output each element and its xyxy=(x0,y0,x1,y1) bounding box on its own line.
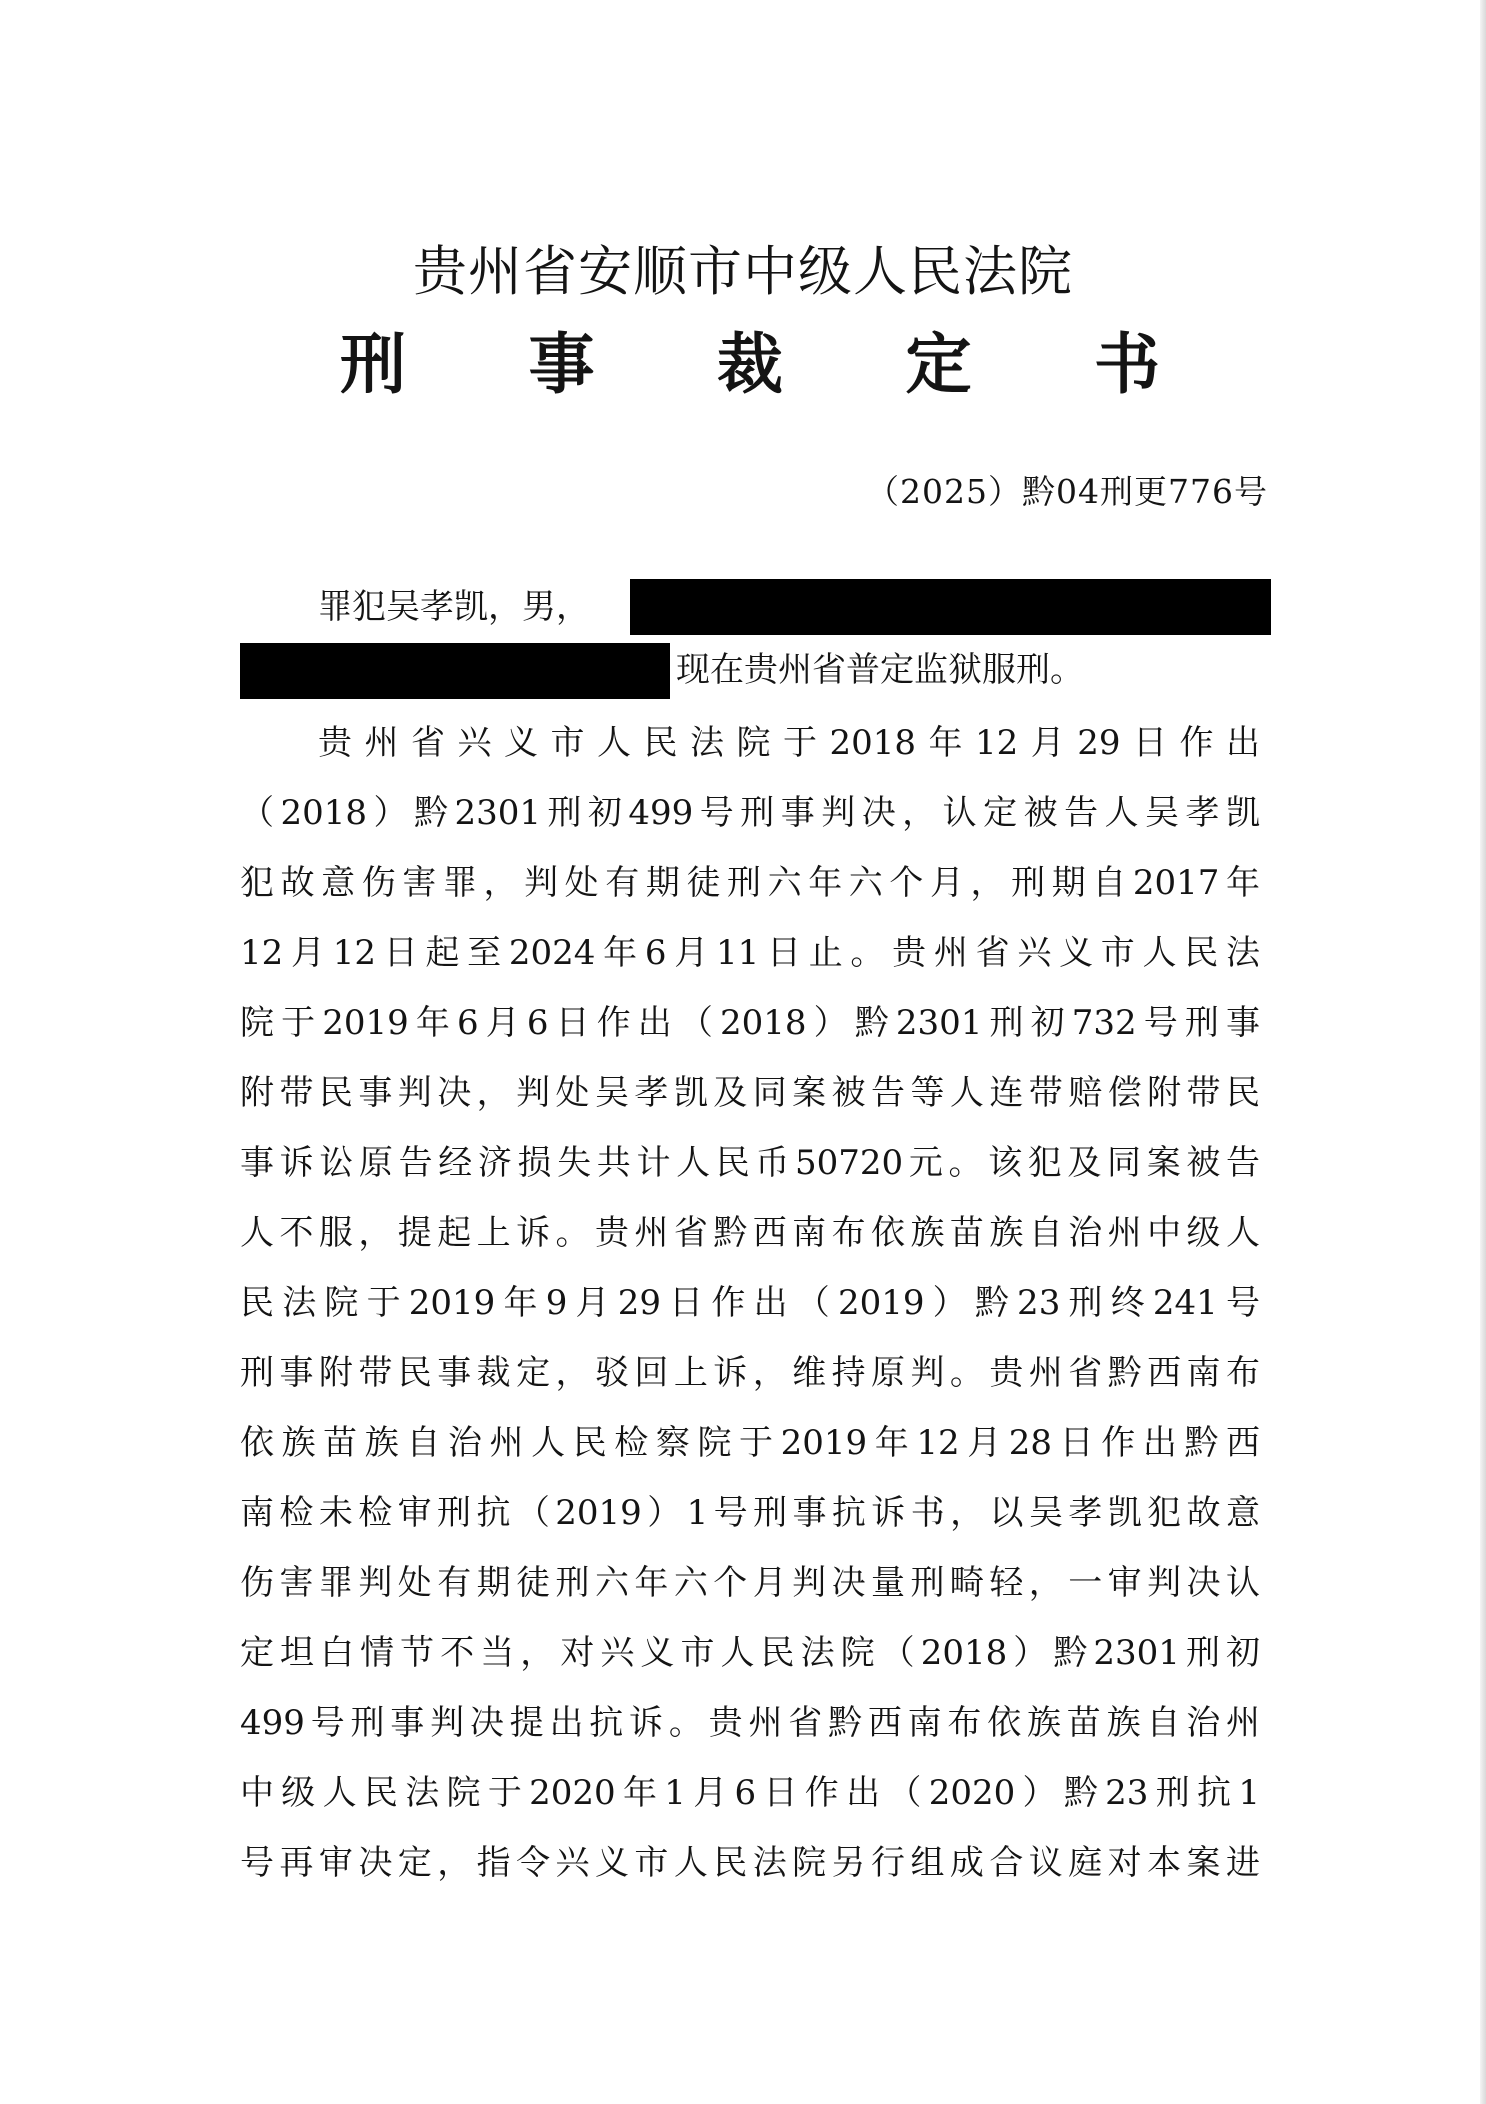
court-name: 贵州省安顺市中级人民法院 xyxy=(413,240,1073,303)
title-char: 裁 xyxy=(717,326,783,403)
case-number: （2025）黔04刑更776号 xyxy=(866,472,1268,511)
body-line: 伤害罪判处有期徒刑六年六个月判决量刑畸轻，一审判决认 xyxy=(240,1563,1260,1603)
body-line: 刑事附带民事裁定，驳回上诉，维持原判。贵州省黔西南布 xyxy=(240,1353,1260,1393)
body-line: 贵州省兴义市人民法院于2018年12月29日作出 xyxy=(318,723,1260,763)
body-line: 依族苗族自治州人民检察院于2019年12月28日作出黔西 xyxy=(240,1423,1260,1463)
body-line: 人不服，提起上诉。贵州省黔西南布依族苗族自治州中级人 xyxy=(240,1213,1260,1253)
criminal-info-line-1: 罪犯吴孝凯，男， xyxy=(318,587,590,627)
redaction-block xyxy=(630,579,1271,635)
scan-edge xyxy=(1480,0,1486,2104)
body-line: 民法院于2019年9月29日作出（2019）黔23刑终241号 xyxy=(240,1283,1260,1323)
title-char: 刑 xyxy=(340,326,406,403)
body-line: 499号刑事判决提出抗诉。贵州省黔西南布依族苗族自治州 xyxy=(240,1703,1260,1743)
body-line: 南检未检审刑抗（2019）1号刑事抗诉书，以吴孝凯犯故意 xyxy=(240,1493,1260,1533)
body-line: （2018）黔2301刑初499号刑事判决，认定被告人吴孝凯 xyxy=(240,793,1260,833)
body-line: 中级人民法院于2020年1月6日作出（2020）黔23刑抗1 xyxy=(240,1773,1260,1813)
title-char: 事 xyxy=(528,326,595,403)
body-line: 12月12日起至2024年6月11日止。贵州省兴义市人民法 xyxy=(240,933,1260,973)
body-line: 院于2019年6月6日作出（2018）黔2301刑初732号刑事 xyxy=(240,1003,1260,1043)
title-char: 书 xyxy=(1094,326,1160,403)
title-char: 定 xyxy=(905,326,972,403)
body-line: 定坦白情节不当，对兴义市人民法院（2018）黔2301刑初 xyxy=(240,1633,1260,1673)
criminal-info-line-2: 现在贵州省普定监狱服刑。 xyxy=(676,650,1084,690)
body-line: 附带民事判决，判处吴孝凯及同案被告等人连带赔偿附带民 xyxy=(240,1073,1260,1113)
document-type-title xyxy=(340,320,1160,410)
body-line: 事诉讼原告经济损失共计人民币50720元。该犯及同案被告 xyxy=(240,1143,1260,1183)
redaction-block xyxy=(240,643,670,699)
body-line: 号再审决定，指令兴义市人民法院另行组成合议庭对本案进 xyxy=(240,1843,1260,1883)
body-line: 犯故意伤害罪，判处有期徒刑六年六个月，刑期自2017年 xyxy=(240,863,1260,903)
